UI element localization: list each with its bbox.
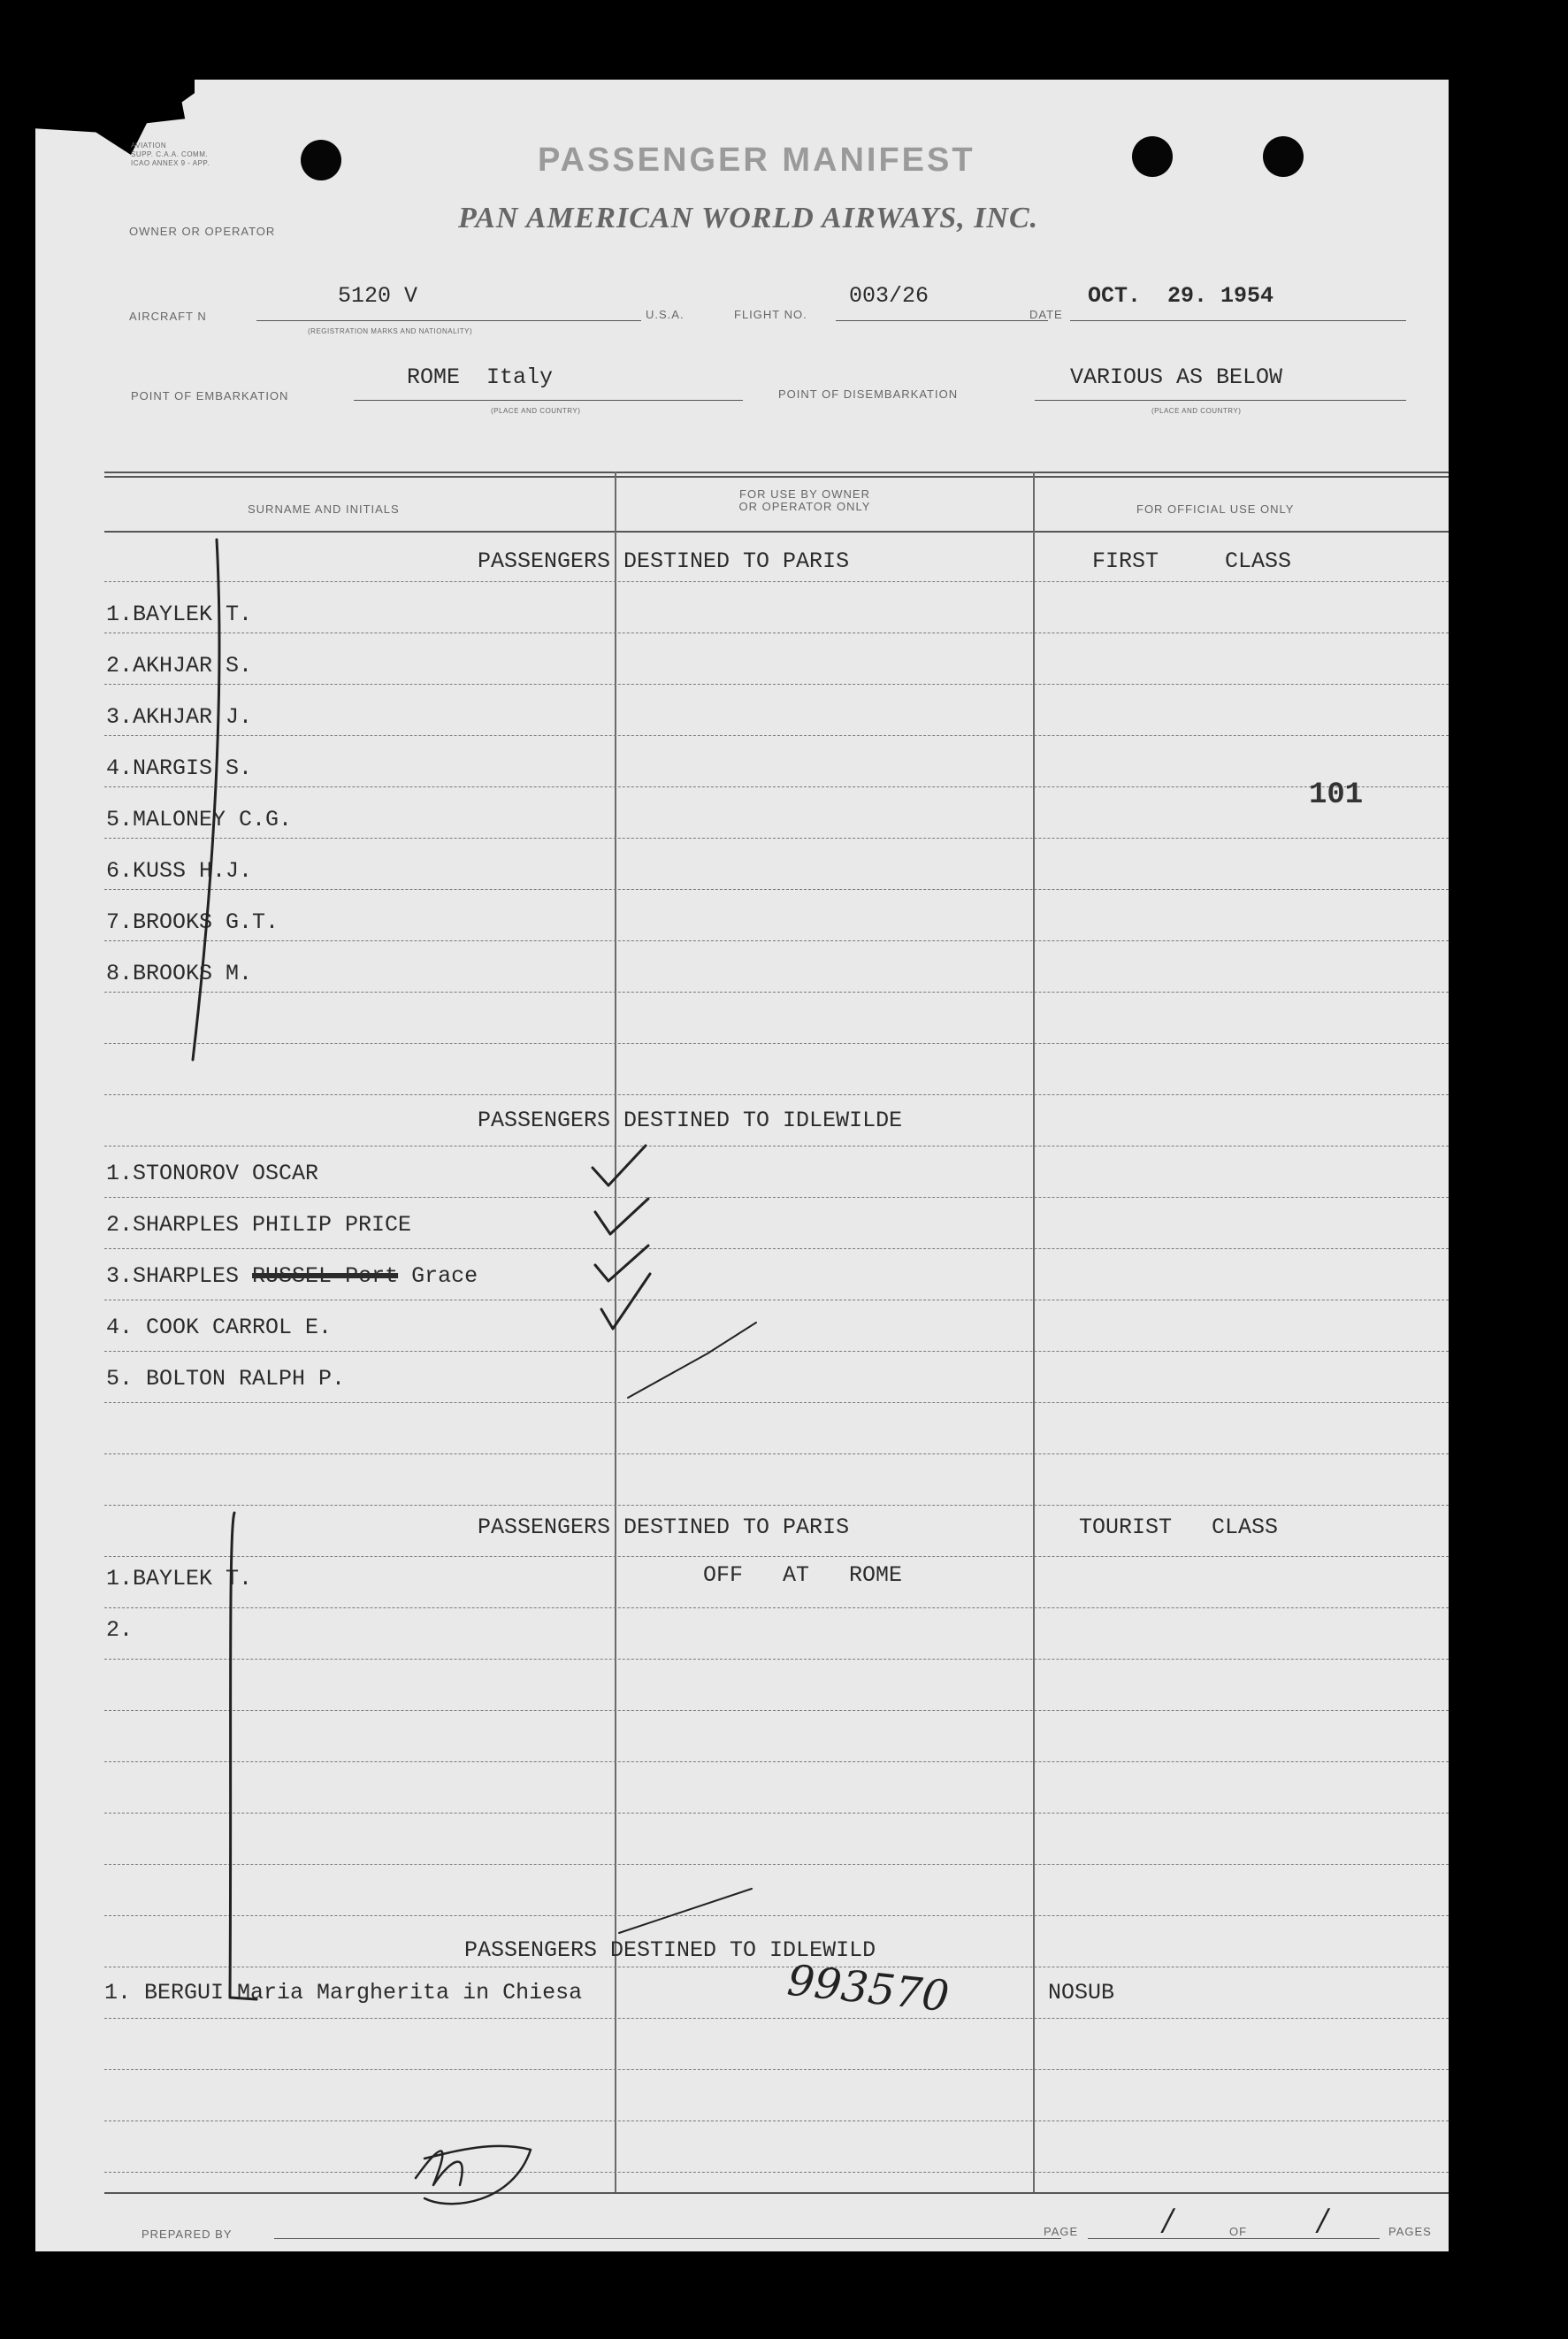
embark-caption: (PLACE AND COUNTRY) bbox=[491, 407, 581, 415]
passenger-entry: 1.STONOROV OSCAR bbox=[106, 1161, 319, 1186]
passenger-entry: 1.BAYLEK T. bbox=[106, 602, 253, 627]
passenger-entry: 4.NARGIS S. bbox=[106, 755, 253, 781]
handwritten-number: 993570 bbox=[784, 1955, 952, 2022]
passenger-entry: 7.BROOKS G.T. bbox=[106, 909, 279, 935]
page-label: PAGE bbox=[1044, 2225, 1079, 2238]
passenger-entry: 5. BOLTON RALPH P. bbox=[106, 1366, 346, 1392]
nationality: U.S.A. bbox=[646, 308, 685, 321]
operator-name: PAN AMERICAN WORLD AIRWAYS, INC. bbox=[458, 202, 1039, 234]
column-header-owner-line: OR OPERATOR ONLY bbox=[738, 500, 871, 513]
struck-text: RUSSEL Port bbox=[252, 1263, 399, 1289]
flight-label: FLIGHT NO. bbox=[734, 308, 807, 321]
passenger-entry: 2. bbox=[106, 1617, 134, 1643]
passenger-entry: 1.BAYLEK T. bbox=[106, 1566, 253, 1591]
remark: OFF AT ROME bbox=[703, 1562, 903, 1588]
stamp-number: 101 bbox=[1309, 778, 1364, 812]
date-label: DATE bbox=[1029, 308, 1063, 321]
section-heading: PASSENGERS DESTINED TO IDLEWILDE bbox=[478, 1108, 903, 1133]
aircraft-caption: (REGISTRATION MARKS AND NATIONALITY) bbox=[308, 327, 473, 335]
column-header-owner-line: FOR USE BY OWNER bbox=[739, 487, 870, 501]
handwriting-marks bbox=[35, 80, 1449, 2251]
aircraft-label: AIRCRAFT N bbox=[129, 310, 207, 323]
added-name: Grace bbox=[411, 1263, 478, 1289]
passenger-entry: 2.SHARPLES PHILIP PRICE bbox=[106, 1212, 412, 1238]
column-header-official: FOR OFFICIAL USE ONLY bbox=[1136, 502, 1295, 516]
disembark-caption: (PLACE AND COUNTRY) bbox=[1151, 407, 1242, 415]
page-number: / bbox=[1163, 2203, 1174, 2238]
form-title: PASSENGER MANIFEST bbox=[538, 142, 975, 179]
passenger-entry: 2.AKHJAR S. bbox=[106, 653, 253, 679]
disembark-label: POINT OF DISEMBARKATION bbox=[778, 387, 959, 401]
passenger-entry: 3.AKHJAR J. bbox=[106, 704, 253, 730]
authority-line: AVIATION bbox=[131, 142, 167, 150]
embark-label: POINT OF EMBARKATION bbox=[131, 389, 289, 403]
embark-place: ROME Italy bbox=[407, 364, 554, 390]
remark: NOSUB bbox=[1048, 1980, 1115, 2005]
pages-label: PAGES bbox=[1388, 2225, 1432, 2238]
passenger-entry: 6.KUSS H.J. bbox=[106, 858, 253, 884]
owner-label: OWNER OR OPERATOR bbox=[129, 225, 276, 238]
disembark-place: VARIOUS AS BELOW bbox=[1070, 364, 1283, 390]
passenger-entry: 1. BERGUI Maria Margherita in Chiesa bbox=[104, 1980, 583, 2005]
flight-date: OCT. 29. 1954 bbox=[1088, 283, 1274, 309]
class-note: TOURIST CLASS bbox=[1079, 1515, 1279, 1540]
manifest-sheet bbox=[35, 80, 1449, 2251]
prepared-by-label: PREPARED BY bbox=[142, 2228, 233, 2241]
page-total: / bbox=[1318, 2203, 1328, 2238]
of-label: OF bbox=[1229, 2225, 1248, 2238]
section-heading: PASSENGERS DESTINED TO IDLEWILD bbox=[464, 1937, 876, 1963]
aircraft-registration: 5120 V bbox=[338, 283, 418, 309]
authority-line: SUPP. C.A.A. COMM. bbox=[131, 150, 209, 158]
flight-number: 003/26 bbox=[849, 283, 929, 309]
passenger-surname: 3.SHARPLES bbox=[106, 1263, 240, 1289]
passenger-entry: 4. COOK CARROL E. bbox=[106, 1315, 333, 1340]
column-header-names: SURNAME AND INITIALS bbox=[248, 502, 400, 516]
section-heading: PASSENGERS DESTINED TO PARIS bbox=[478, 548, 850, 574]
class-note: FIRST CLASS bbox=[1092, 548, 1292, 574]
passenger-entry: 5.MALONEY C.G. bbox=[106, 807, 293, 832]
passenger-entry: 8.BROOKS M. bbox=[106, 961, 253, 986]
section-heading: PASSENGERS DESTINED TO PARIS bbox=[478, 1515, 850, 1540]
authority-line: ICAO ANNEX 9 - APP. bbox=[131, 159, 210, 167]
